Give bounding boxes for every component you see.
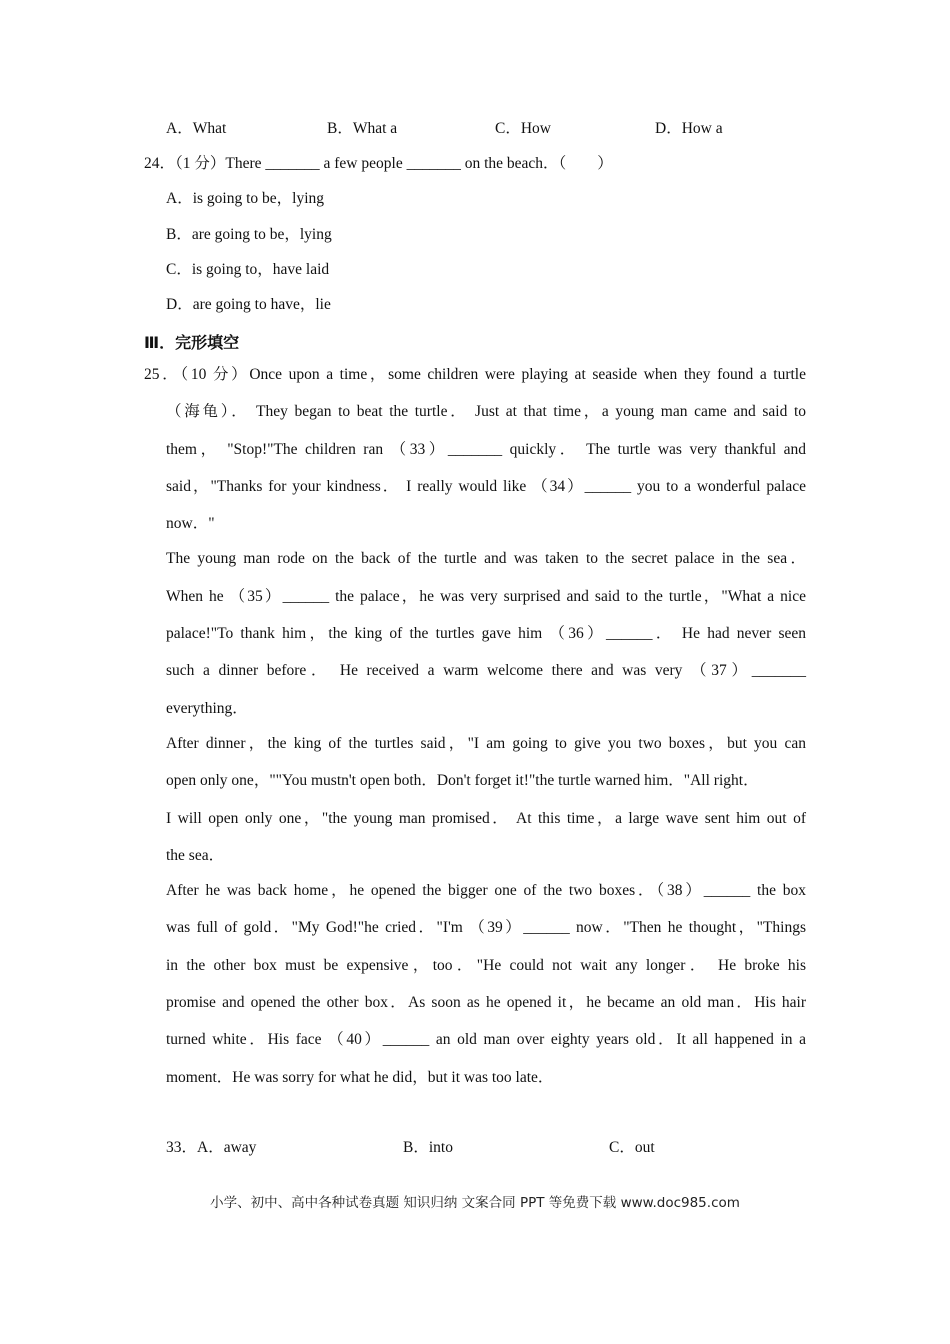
q24-option-c: C．is going to，have laid bbox=[166, 261, 330, 278]
q25-line-15: After he was back home，he opened the bigger one of the two boxes．（38）______ the box bbox=[166, 882, 806, 899]
q25-line-2: （海龟）． They began to beat the turtle． Just at that time，a young man came and said to bbox=[166, 403, 806, 420]
footer-watermark: 小学、初中、高中各种试卷真题 知识归纳 文案合同 PPT 等免费下载 www.doc985.com bbox=[210, 1195, 740, 1211]
q23-option-d: D．How a bbox=[655, 120, 723, 137]
q25-line-4: said，"Thanks for your kindness． I really would like （34）______ you to a wonderful palace bbox=[166, 478, 806, 495]
q33-option-c: C．out bbox=[609, 1139, 655, 1156]
q23-option-b: B．What a bbox=[327, 120, 398, 137]
q25-line-18: promise and opened the other box．As soon as he opened it，he became an old man．His hair bbox=[166, 994, 806, 1011]
q24-option-a: A．is going to be，lying bbox=[166, 190, 325, 207]
q25-line-13: I will open only one，"the young man promised． At this time，a large wave sent him out of bbox=[166, 810, 806, 827]
q25-line-19: turned white．His face （40）______ an old man over eighty years old．It all happened in a bbox=[166, 1031, 806, 1048]
q25-line-12: open only one，""You mustn't open both．Don't forget it!"the turtle warned him．"All right． bbox=[166, 772, 759, 789]
q25-line-10: everything． bbox=[166, 700, 248, 717]
q33-option-a: 33．A．away bbox=[166, 1139, 257, 1156]
q24-option-d: D．are going to have，lie bbox=[166, 296, 331, 313]
section-title: Ⅲ．完形填空 bbox=[144, 333, 240, 352]
q25-line-7: When he （35）______ the palace，he was very surprised and said to the turtle，"What a nice bbox=[166, 588, 806, 605]
q23-option-c: C．How bbox=[495, 120, 551, 137]
q25-line-14: the sea． bbox=[166, 847, 225, 864]
q25-line-16: was full of gold．"My God!"he cried．"I'm （39）______ now．"Then he thought，"Things bbox=[166, 919, 806, 936]
q25-line-6: The young man rode on the back of the turtle and was taken to the secret palace in the sea． bbox=[166, 550, 806, 567]
q25-line-8: palace!"To thank him，the king of the turtles gave him （36）______． He had never seen bbox=[166, 625, 806, 642]
q25-line-9: such a dinner before． He received a warm welcome there and was very （37）_______ bbox=[166, 662, 806, 679]
q24-option-b: B．are going to be，lying bbox=[166, 226, 332, 243]
q25-line-3: them， "Stop!"The children ran （33）_______ quickly． The turtle was very thankful and bbox=[166, 441, 806, 458]
q25-line-1: 25．（10 分）Once upon a time，some children were playing at seaside when they found a turtle bbox=[144, 366, 806, 383]
q24-stem: 24．（1 分）There _______ a few people _______ on the beach．（ ） bbox=[144, 155, 613, 172]
q25-line-20: moment．He was sorry for what he did，but it was too late． bbox=[166, 1069, 554, 1086]
q23-option-a: A．What bbox=[166, 120, 227, 137]
q25-line-17: in the other box must be expensive，too．"He could not wait any longer． He broke his bbox=[166, 957, 806, 974]
q25-line-11: After dinner，the king of the turtles said，"I am going to give you two boxes，but you can bbox=[166, 735, 806, 752]
q33-option-b: B．into bbox=[403, 1139, 453, 1156]
q25-line-5: now．" bbox=[166, 515, 215, 532]
